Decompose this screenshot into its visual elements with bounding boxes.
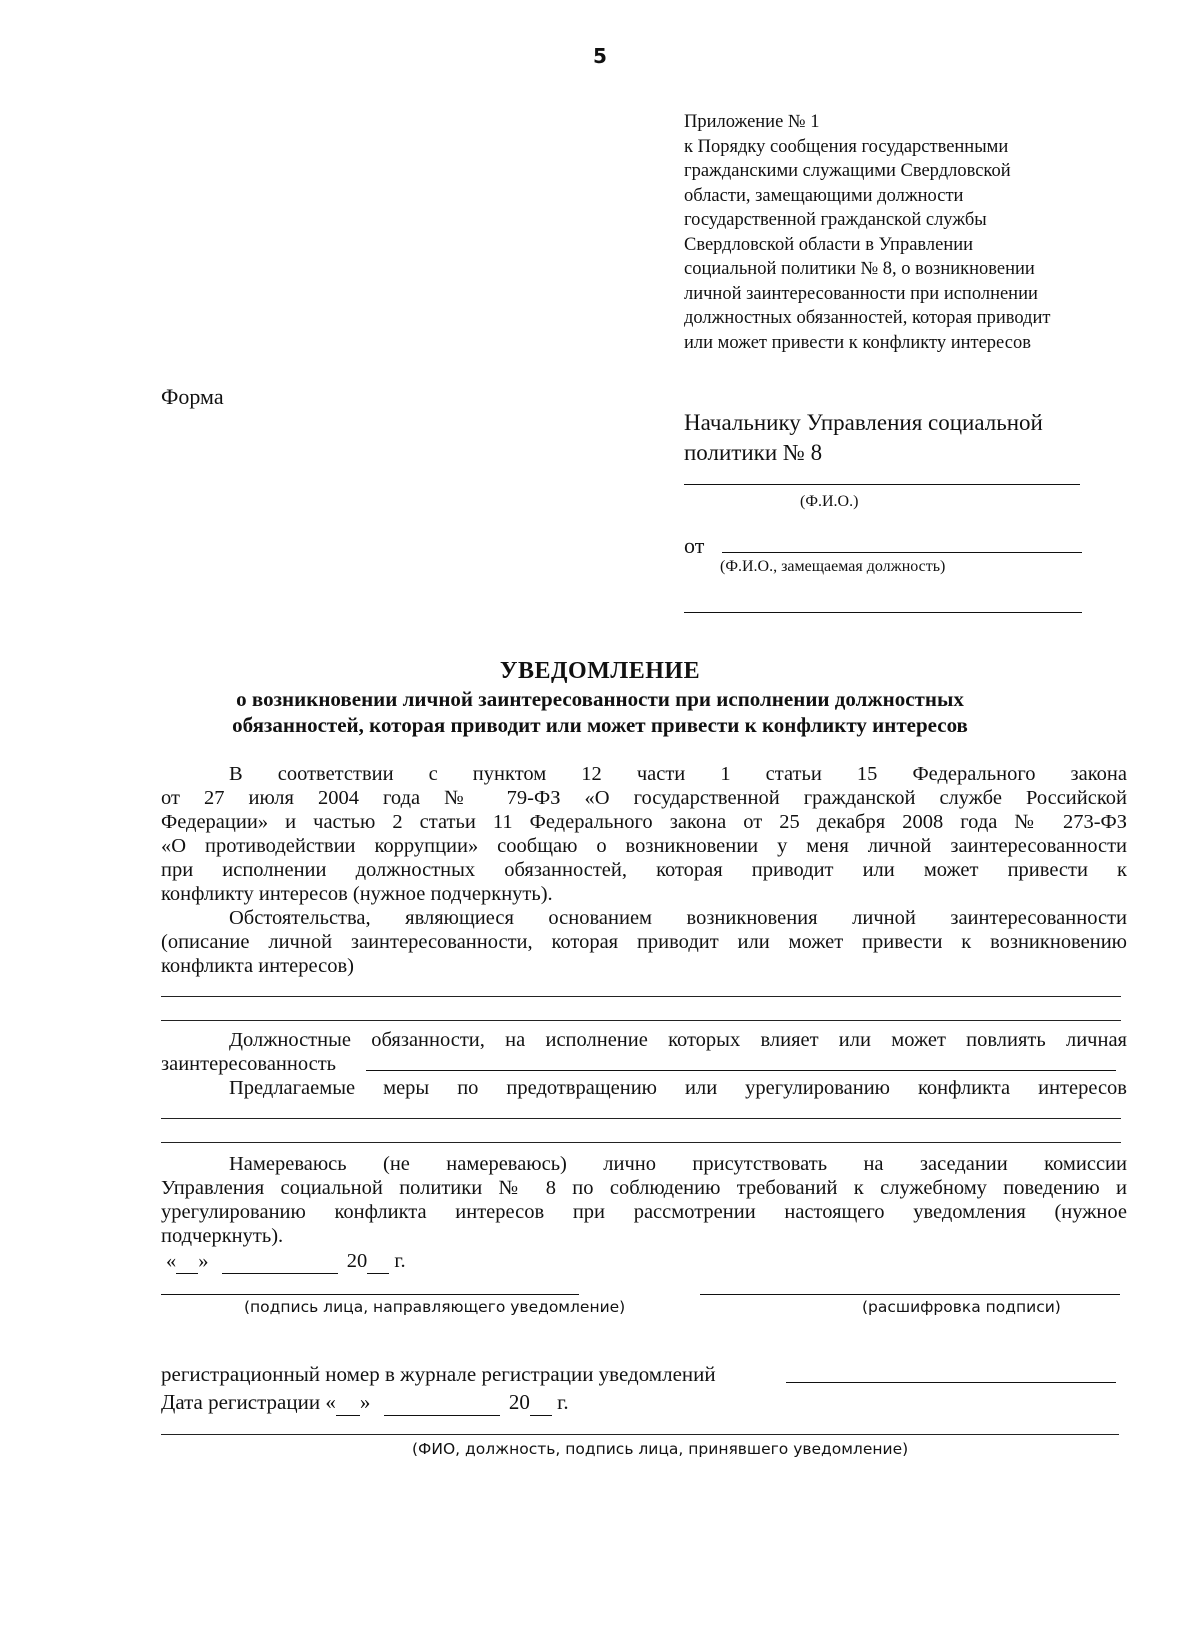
appendix-block <box>684 110 1154 355</box>
addressee-line: политики № 8 <box>684 440 823 465</box>
registration-month-field[interactable] <box>384 1390 500 1416</box>
paragraph-line: при исполнении должностных обязанностей, которая приводит или может привести к <box>161 859 1127 881</box>
circumstances-field-line-1[interactable] <box>161 996 1121 997</box>
registration-date-open-quote: « <box>325 1390 336 1414</box>
signature-decoding-caption: (расшифровка подписи) <box>862 1298 1061 1316</box>
addressee-line: Начальнику Управления социальной <box>684 410 1043 435</box>
date-line <box>166 1250 406 1274</box>
paragraph-line: «О противодействии коррупции» сообщаю о возникновении у меня личной заинтересованности <box>161 835 1127 857</box>
signature-caption: (подпись лица, направляющего уведомление) <box>244 1298 626 1316</box>
receiver-field[interactable] <box>161 1434 1119 1435</box>
paragraph-line: Предлагаемые меры по предотвращению или урегулированию конфликта интересов <box>229 1077 1127 1099</box>
paragraph-basis <box>161 762 1127 906</box>
registration-day-field[interactable] <box>336 1390 360 1416</box>
registration-year-field[interactable] <box>530 1390 552 1416</box>
appendix-line: Приложение № 1 <box>684 112 820 132</box>
paragraph-line: урегулированию конфликта интересов при рассмотрении настоящего уведомления (нужное <box>161 1201 1127 1223</box>
paragraph-line: Управления социальной политики № 8 по соблюдению требований к служебному поведению и <box>161 1177 1127 1199</box>
measures-field-line-2[interactable] <box>161 1142 1121 1143</box>
from-caption: (Ф.И.О., замещаемая должность) <box>720 558 946 575</box>
from-field[interactable] <box>722 552 1082 553</box>
registration-year-suffix: г. <box>557 1390 569 1414</box>
from-label: от <box>684 533 705 558</box>
paragraph-line: В соответствии с пунктом 12 части 1 статьи 15 Федерального закона <box>229 763 1127 785</box>
paragraph-line: подчеркнуть). <box>161 1225 284 1247</box>
registration-number-label: регистрационный номер в журнале регистрации уведомлений <box>161 1362 716 1386</box>
appendix-line: государственной гражданской службы <box>684 210 987 230</box>
signature-decoding-field[interactable] <box>700 1294 1120 1295</box>
appendix-line: к Порядку сообщения государственными <box>684 136 1009 157</box>
date-close-quote: » <box>198 1250 209 1272</box>
title-main: УВЕДОМЛЕНИЕ <box>499 658 701 684</box>
paragraph-line: Федерации» и частью 2 статьи 11 Федерального закона от 25 декабря 2008 года № 273-ФЗ <box>161 811 1127 833</box>
date-month-field[interactable] <box>222 1250 338 1274</box>
appendix-line: или может привести к конфликту интересов <box>684 332 1031 353</box>
receiver-caption: (ФИО, должность, подпись лица, принявшего уведомление) <box>412 1440 909 1458</box>
addressee-fio-field[interactable] <box>684 484 1080 485</box>
registration-number-field[interactable] <box>786 1382 1116 1383</box>
measures-field-line-1[interactable] <box>161 1118 1121 1119</box>
paragraph-duties <box>161 1028 1127 1076</box>
registration-date-close-quote: » <box>359 1390 371 1414</box>
paragraph-circumstances <box>161 906 1127 978</box>
paragraph-line: Обстоятельства, являющиеся основанием возникновения личной заинтересованности <box>229 907 1127 929</box>
appendix-line: личной заинтересованности при исполнении <box>684 283 1038 304</box>
registration-date-label: Дата регистрации <box>161 1390 321 1414</box>
duties-field[interactable] <box>366 1070 1116 1071</box>
paragraph-line: конфликта интересов) <box>161 955 354 977</box>
form-label: Форма <box>161 384 224 409</box>
date-year-field[interactable] <box>367 1250 389 1274</box>
circumstances-field-line-2[interactable] <box>161 1020 1121 1021</box>
paragraph-line: заинтересованность <box>161 1053 337 1075</box>
document-title <box>0 656 1200 738</box>
fio-caption: (Ф.И.О.) <box>800 493 859 510</box>
paragraph-line: Намереваюсь (не намереваюсь) лично присутствовать на заседании комиссии <box>229 1153 1127 1175</box>
title-subtitle-line: о возникновении личной заинтересованности при исполнении должностных <box>236 687 964 711</box>
paragraph-attendance <box>161 1152 1127 1248</box>
appendix-line: Свердловской области в Управлении <box>684 234 974 255</box>
registration-year-prefix: 20 <box>508 1390 530 1414</box>
addressee-block <box>684 408 1104 468</box>
date-year-prefix: 20 <box>346 1250 368 1272</box>
paragraph-line: конфликту интересов (нужное подчеркнуть). <box>161 883 553 905</box>
paragraph-line: от 27 июля 2004 года № 79-ФЗ «О государственной гражданской службе Российской <box>161 787 1127 809</box>
paragraph-line: (описание личной заинтересованности, которая приводит или может привести к возникновению <box>161 931 1127 953</box>
date-day-field[interactable] <box>176 1250 198 1274</box>
appendix-line: области, замещающими должности <box>684 185 964 206</box>
page-number: 5 <box>593 44 607 68</box>
date-year-suffix: г. <box>394 1250 406 1272</box>
position-field[interactable] <box>684 612 1082 613</box>
paragraph-measures <box>161 1076 1127 1100</box>
signature-field[interactable] <box>161 1294 579 1295</box>
date-open-quote: « <box>166 1250 177 1272</box>
registration-date-line <box>161 1390 569 1416</box>
appendix-line: гражданскими служащими Свердловской <box>684 161 1011 181</box>
title-subtitle-line: обязанностей, которая приводит или может привести к конфликту интересов <box>232 713 968 737</box>
appendix-line: должностных обязанностей, которая приводит <box>684 308 1051 328</box>
paragraph-line: Должностные обязанности, на исполнение которых влияет или может повлиять личная <box>229 1029 1127 1051</box>
appendix-line: социальной политики № 8, о возникновении <box>684 259 1035 279</box>
